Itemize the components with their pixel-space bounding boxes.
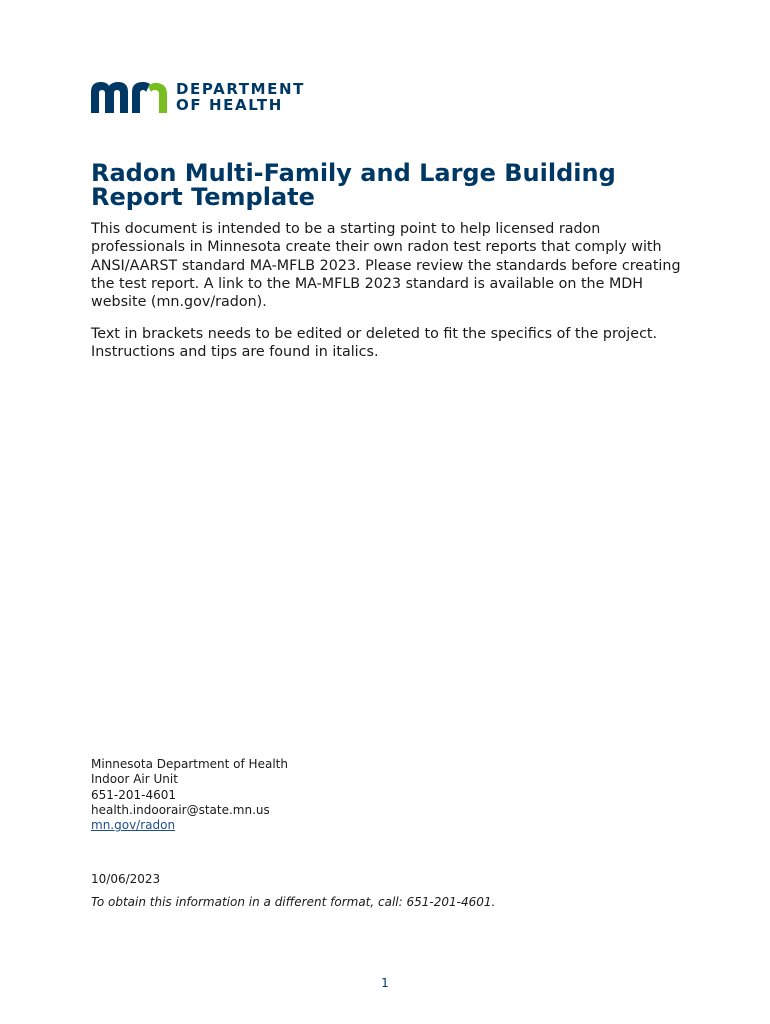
contact-unit: Indoor Air Unit <box>91 772 178 787</box>
contact-email: health.indoorair@state.mn.us <box>91 802 270 817</box>
alt-format-note: To obtain this information in a different format, call: 651-201-4601. <box>91 895 496 909</box>
page-number: 1 <box>381 976 389 990</box>
mn-logo-icon <box>90 80 168 114</box>
radon-link[interactable]: mn.gov/radon <box>91 818 176 833</box>
instructions-paragraph: Text in brackets needs to be edited or deleted to fit the specifics of the project. Instructions and tips are found in italics. <box>91 326 658 361</box>
contact-phone: 651-201-4601 <box>91 787 177 802</box>
logo-line-2: OF HEALTH <box>176 96 283 114</box>
intro-paragraph: This document is intended to be a starting point to help licensed radon professionals in Minnesota create their own radon test reports that comply with ANSI/AARST standard MA-MFLB 2023. Please review the standards before creating the test report. A link to the MA-MFLB 2023 standard is available on the MDH website (mn.gov/radon). <box>91 221 681 311</box>
document-date: 10/06/2023 <box>91 872 161 886</box>
mdh-logo <box>90 80 305 114</box>
logo-line-1: DEPARTMENT <box>176 80 305 98</box>
logo-wordmark <box>176 81 305 113</box>
contact-block <box>91 757 288 833</box>
document-title: Radon Multi-Family and Large Building Report Template <box>91 159 616 211</box>
contact-org: Minnesota Department of Health <box>91 757 288 771</box>
